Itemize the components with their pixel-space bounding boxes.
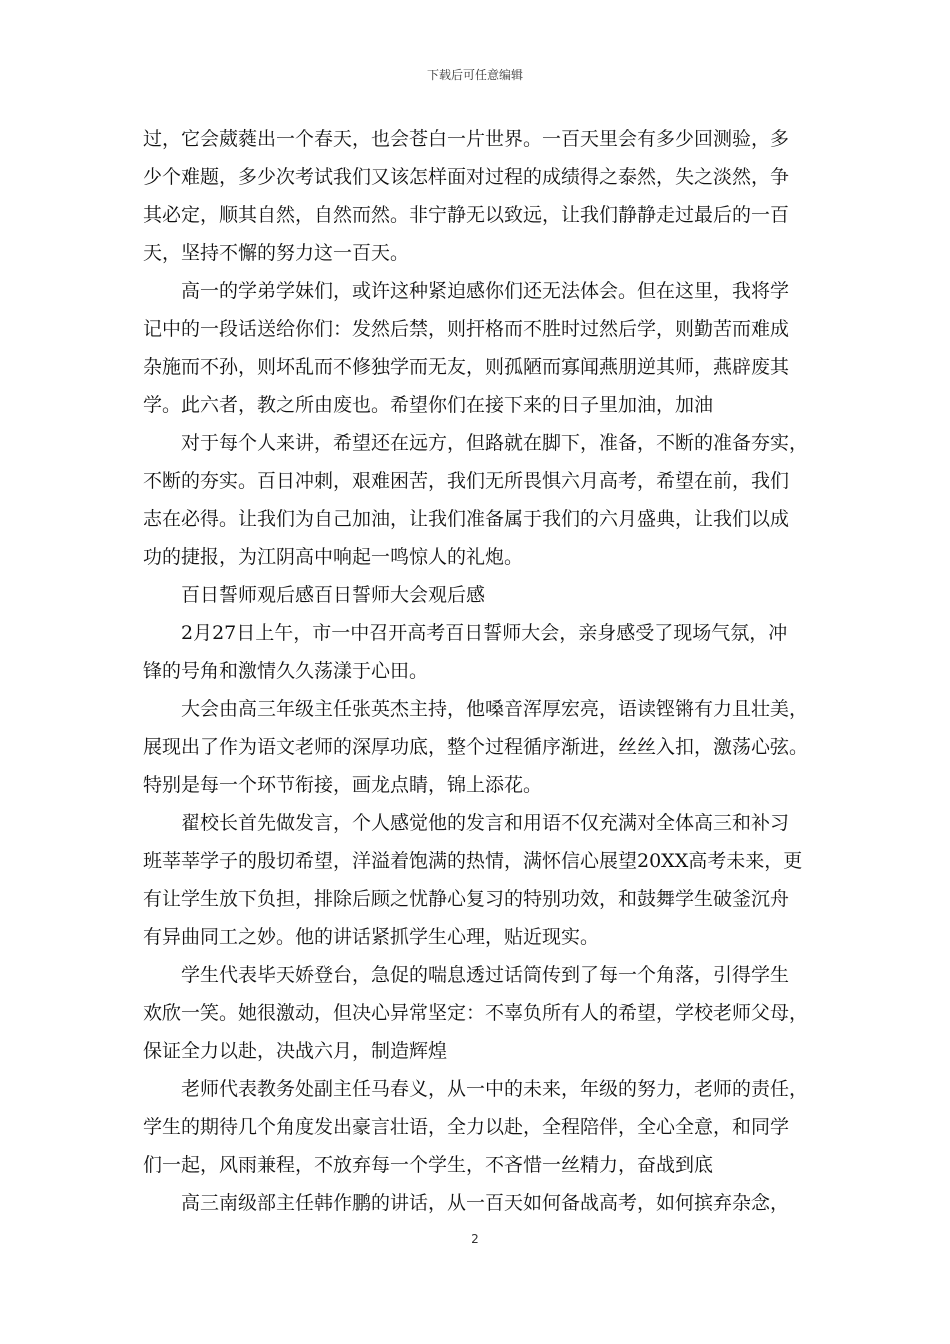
- text-line: 杂施而不孙，则坏乱而不修独学而无友，则孤陋而寡闻燕朋逆其师，燕辟废其: [143, 356, 790, 378]
- text-line: 欢欣一笑。她很激动，但决心异常坚定：不辜负所有人的希望，学校老师父母，: [143, 1002, 808, 1024]
- text-line: 们一起，风雨兼程，不放弃每一个学生，不吝惜一丝精力，奋战到底: [143, 1154, 714, 1176]
- text-line: 学生的期待几个角度发出豪言壮语，全力以赴，全程陪伴，全心全意，和同学: [143, 1116, 790, 1138]
- text-line: 学。此六者，教之所由废也。希望你们在接下来的日子里加油，加油: [143, 394, 714, 416]
- document-body: [143, 120, 808, 1222]
- text-line: 志在必得。让我们为自己加油，让我们准备属于我们的六月盛典，让我们以成: [143, 508, 790, 530]
- text-line: 少个难题，多少次考试我们又该怎样面对过程的成绩得之泰然，失之淡然，争: [143, 166, 790, 188]
- paragraph-first-line: 大会由高三年级主任张英杰主持，他嗓音浑厚宏亮，语读铿锵有力且壮美，: [181, 698, 808, 720]
- text-line: 不断的夯实。百日冲刺，艰难困苦，我们无所畏惧六月高考，希望在前，我们: [143, 470, 790, 492]
- section-heading: 百日誓师观后感百日誓师大会观后感: [181, 584, 486, 606]
- paragraph-first-line: 2月27日上午，市一中召开高考百日誓师大会，亲身感受了现场气氛，冲: [181, 622, 788, 644]
- text-line: 有让学生放下负担，排除后顾之忧静心复习的特别功效，和鼓舞学生破釜沉舟: [143, 888, 790, 910]
- text-line: 锋的号角和激情久久荡漾于心田。: [143, 660, 429, 682]
- text-line: 功的捷报，为江阴高中响起一鸣惊人的礼炮。: [143, 546, 524, 568]
- paragraph-first-line: 高三南级部主任韩作鹏的讲话，从一百天如何备战高考，如何摈弃杂念，: [181, 1192, 790, 1214]
- text-line: 展现出了作为语文老师的深厚功底，整个过程循序渐进，丝丝入扣，激荡心弦。: [143, 736, 808, 758]
- paragraph-first-line: 对于每个人来讲，希望还在远方，但路就在脚下，准备，不断的准备夯实，: [181, 432, 808, 454]
- text-line: 其必定，顺其自然，自然而然。非宁静无以致远，让我们静静走过最后的一百: [143, 204, 790, 226]
- text-line: 班莘莘学子的殷切希望，洋溢着饱满的热情，满怀信心展望20XX高考未来，更: [143, 850, 803, 872]
- paragraph-first-line: 学生代表毕天娇登台，急促的喘息透过话筒传到了每一个角落，引得学生: [181, 964, 790, 986]
- paragraph-first-line: 老师代表教务处副主任马春义，从一中的未来，年级的努力，老师的责任，: [181, 1078, 808, 1100]
- text-line: 有异曲同工之妙。他的讲话紧抓学生心理，贴近现实。: [143, 926, 600, 948]
- page-number: 2: [471, 1232, 479, 1246]
- text-line: 特别是每一个环节衔接，画龙点睛，锦上添花。: [143, 774, 543, 796]
- text-line: 记中的一段话送给你们：发然后禁，则扞格而不胜时过然后学，则勤苦而难成: [143, 318, 790, 340]
- text-line: 过，它会葳蕤出一个春天，也会苍白一片世界。一百天里会有多少回测验，多: [143, 128, 790, 150]
- paragraph-first-line: 翟校长首先做发言，个人感觉他的发言和用语不仅充满对全体高三和补习: [181, 812, 790, 834]
- text-line: 天，坚持不懈的努力这一百天。: [143, 242, 410, 264]
- paragraph-first-line: 高一的学弟学妹们，或许这种紧迫感你们还无法体会。但在这里，我将学: [181, 280, 790, 302]
- text-line: 保证全力以赴，决战六月，制造辉煌: [143, 1040, 448, 1062]
- page-header: 下载后可任意编辑: [426, 68, 523, 82]
